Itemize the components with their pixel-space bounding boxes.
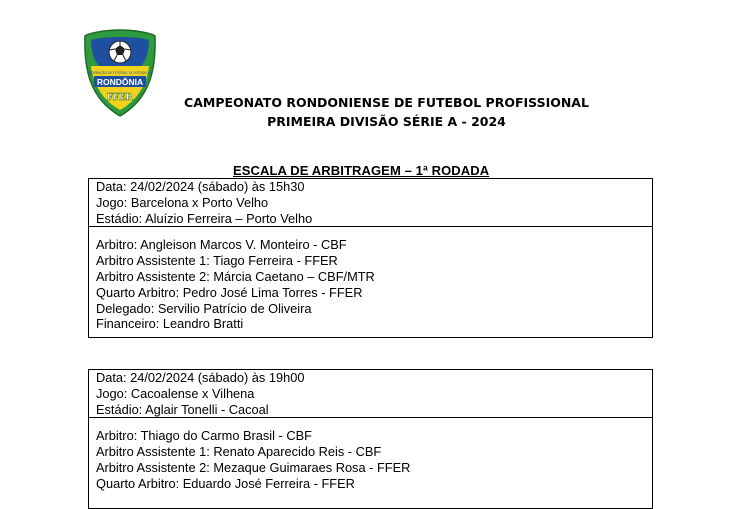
logo-arc-text: FEDERAÇÃO DE FUTEBOL DO ESTADO DE — [87, 71, 153, 75]
official-delegate: Delegado: Servilio Patrício de Oliveira — [96, 300, 312, 316]
division-title: PRIMEIRA DIVISÃO SÉRIE A - 2024 — [267, 114, 506, 129]
logo-abbr-text: FFER — [106, 92, 134, 103]
officials-list — [89, 227, 652, 332]
official-assistant-2: Arbitro Assistente 2: Mezaque Guimaraes Rosa - FFER — [96, 459, 411, 475]
match-box — [88, 369, 653, 509]
official-fourth: Quarto Arbitro: Eduardo José Ferreira - FFER — [96, 475, 355, 491]
championship-title: CAMPEONATO RONDONIENSE DE FUTEBOL PROFISSIONAL — [184, 95, 589, 110]
official-assistant-1: Arbitro Assistente 1: Renato Aparecido Reis - CBF — [96, 444, 382, 460]
match-info — [89, 370, 652, 418]
match-game: Jogo: Cacoalense x Vilhena — [96, 385, 255, 401]
match-date: Data: 24/02/2024 (sábado) às 15h30 — [96, 179, 305, 194]
match-game: Jogo: Barcelona x Porto Velho — [96, 194, 269, 210]
match-stadium: Estádio: Aglair Tonelli - Cacoal — [96, 401, 269, 417]
official-assistant-1: Arbitro Assistente 1: Tiago Ferreira - FFER — [96, 253, 338, 269]
match-date: Data: 24/02/2024 (sábado) às 19h00 — [96, 370, 305, 385]
official-referee: Arbitro: Angleison Marcos V. Monteiro - CBF — [96, 237, 347, 253]
official-referee: Arbitro: Thiago do Carmo Brasil - CBF — [96, 428, 312, 444]
match-info — [89, 179, 652, 227]
match-box — [88, 178, 653, 338]
logo-state-text: RONDÔNIA — [96, 77, 144, 87]
official-finance: Financeiro: Leandro Bratti — [96, 316, 244, 332]
officials-list — [89, 418, 652, 491]
match-stadium: Estádio: Aluízio Ferreira – Porto Velho — [96, 210, 313, 226]
official-fourth: Quarto Arbitro: Pedro José Lima Torres - FFER — [96, 284, 363, 300]
official-assistant-2: Arbitro Assistente 2: Márcia Caetano – CBF/MTR — [96, 268, 375, 284]
escala-title: ESCALA DE ARBITRAGEM – 1ª RODADA — [233, 163, 490, 178]
